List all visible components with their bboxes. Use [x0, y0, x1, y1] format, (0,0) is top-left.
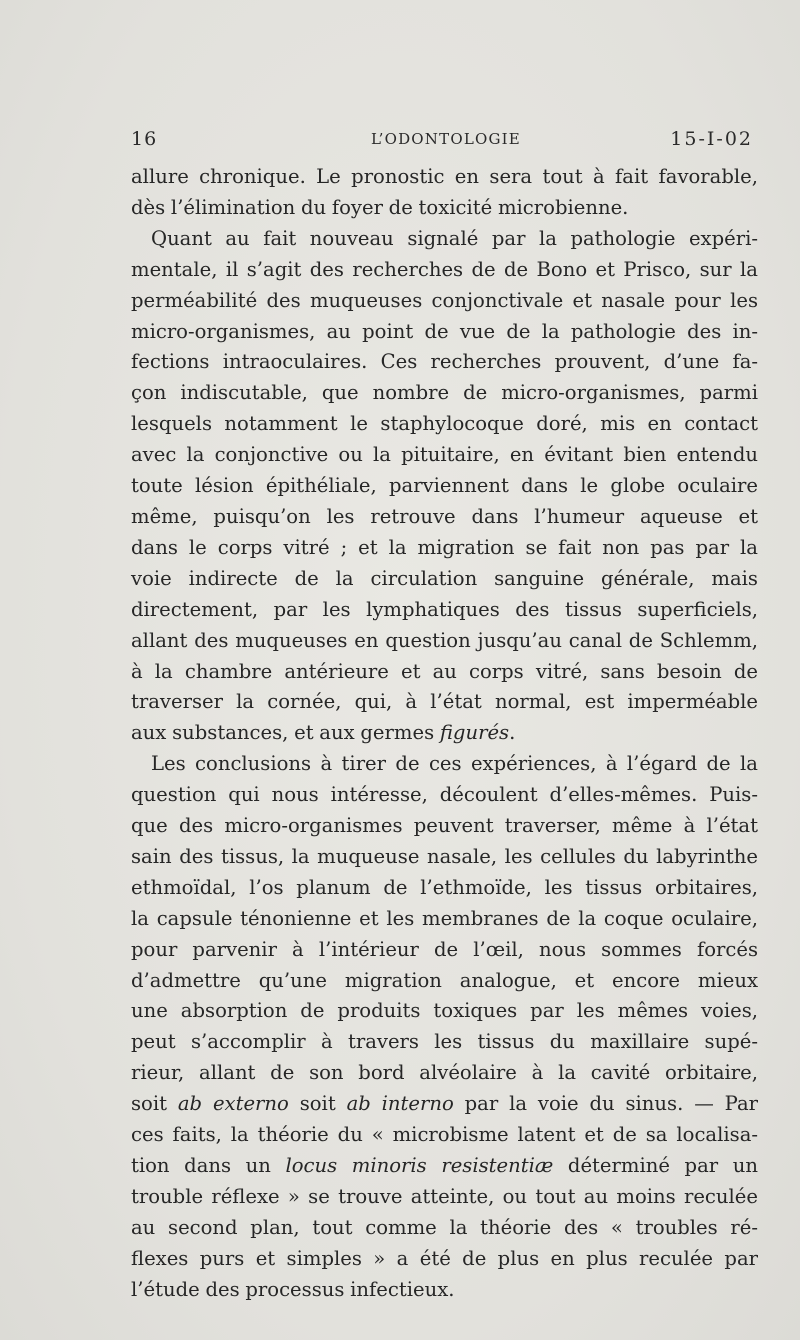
text-segment: pour parvenir à l’intérieur de l’œil, nous sommes forcés — [131, 937, 758, 961]
issue-date: 15-I-02 — [670, 128, 753, 150]
text-line — [131, 749, 758, 780]
text-segment: une absorption de produits toxiques par les mêmes voies, — [131, 999, 758, 1023]
page-number: 16 — [131, 128, 158, 150]
text-segment: trouble réflexe » se trouve atteinte, ou tout au moins reculée — [131, 1184, 758, 1208]
text-line — [131, 842, 758, 873]
text-line — [131, 966, 758, 997]
paragraph — [131, 162, 758, 224]
text-segment: çon indiscutable, que nombre de micro-organismes, parmi — [131, 381, 758, 405]
text-segment: sain des tissus, la muqueuse nasale, les cellules du labyrinthe — [131, 844, 758, 868]
text-line — [131, 471, 758, 502]
text-line — [131, 347, 758, 378]
text-line — [131, 1058, 758, 1089]
text-line — [131, 1213, 758, 1244]
text-line — [131, 626, 758, 657]
text-line — [131, 378, 758, 409]
text-segment: directement, par les lymphatiques des tissus superficiels, — [131, 597, 758, 621]
text-segment: soit — [288, 1092, 347, 1116]
text-line — [131, 780, 758, 811]
page-header — [131, 128, 761, 152]
text-segment: peut s’accomplir à travers les tissus du maxillaire supé- — [131, 1030, 758, 1054]
text-line — [131, 502, 758, 533]
text-line — [131, 935, 758, 966]
text-line — [131, 718, 758, 749]
text-segment: toute lésion épithéliale, parviennent dans le globe oculaire — [131, 474, 758, 498]
text-line — [131, 564, 758, 595]
text-line — [131, 904, 758, 935]
running-title: L’ODONTOLOGIE — [371, 130, 521, 148]
text-segment: voie indirecte de la circulation sanguine générale, mais — [131, 566, 758, 590]
text-line — [131, 224, 758, 255]
text-line — [131, 996, 758, 1027]
text-line — [131, 595, 758, 626]
text-segment: Quant au fait nouveau signalé par la pathologie expéri- — [151, 226, 758, 250]
text-line — [131, 440, 758, 471]
text-segment: déterminé par un — [553, 1154, 758, 1177]
text-segment: . — [509, 721, 516, 745]
text-segment: à la chambre antérieure et au corps vitré, sans besoin de — [131, 659, 758, 683]
text-segment: flexes purs et simples » a été de plus en plus reculée par — [131, 1246, 758, 1270]
text-line — [131, 687, 758, 718]
italic-text: ab externo — [177, 1092, 289, 1116]
body-text — [131, 162, 758, 1306]
text-segment: d’admettre qu’une migration analogue, et encore mieux — [131, 968, 758, 992]
text-line — [131, 1089, 758, 1120]
text-line — [131, 255, 758, 286]
text-line — [131, 1275, 758, 1306]
text-segment: aux substances, et aux germes — [131, 721, 440, 745]
text-segment: que des micro-organismes peuvent traverser, même à l’état — [131, 814, 758, 838]
text-segment: allure chronique. Le pronostic en sera tout à fait favorable, — [131, 165, 758, 188]
text-segment: ces faits, la théorie du « microbisme latent et de sa localisa- — [131, 1123, 758, 1147]
text-line — [131, 1182, 758, 1213]
text-segment: traverser la cornée, qui, à l’état normal, est imperméable — [131, 690, 758, 714]
text-line — [131, 286, 758, 317]
text-line — [131, 193, 758, 224]
text-line — [131, 1151, 758, 1182]
text-segment: perméabilité des muqueuses conjonctivale et nasale pour les — [131, 288, 758, 312]
text-segment: mentale, il s’agit des recherches de de Bono et Prisco, sur la — [131, 257, 758, 281]
italic-text: figurés — [439, 721, 510, 745]
text-segment: Les conclusions à tirer de ces expériences, à l’égard de la — [151, 752, 758, 776]
text-segment: l’étude des processus infectieux. — [131, 1277, 455, 1301]
text-segment: soit — [131, 1092, 178, 1116]
text-line — [131, 409, 758, 440]
text-segment: question qui nous intéresse, découlent d’elles-mêmes. Puis- — [131, 783, 758, 807]
text-segment: par la voie du sinus. — Par — [453, 1092, 758, 1116]
text-segment: la capsule ténonienne et les membranes de la coque oculaire, — [131, 906, 758, 930]
text-segment: au second plan, tout comme la théorie des « troubles ré- — [131, 1215, 758, 1239]
text-segment: ethmoïdal, l’os planum de l’ethmoïde, les tissus orbitaires, — [131, 875, 758, 899]
text-line — [131, 657, 758, 688]
text-line — [131, 1120, 758, 1151]
text-line — [131, 1244, 758, 1275]
text-line — [131, 162, 758, 193]
text-segment: rieur, allant de son bord alvéolaire à la cavité orbitaire, — [131, 1061, 758, 1085]
text-line — [131, 533, 758, 564]
text-line — [131, 1027, 758, 1058]
paragraph — [131, 749, 758, 1305]
text-line — [131, 317, 758, 348]
italic-text: locus minoris resistentiæ — [285, 1154, 554, 1177]
text-segment: lesquels notamment le staphylocoque doré, mis en contact — [131, 412, 758, 436]
text-segment: même, puisqu’on les retrouve dans l’humeur aqueuse et — [131, 504, 758, 528]
italic-text: ab interno — [346, 1092, 454, 1116]
text-segment: avec la conjonctive ou la pituitaire, en évitant bien entendu — [131, 443, 758, 467]
text-segment: micro-organismes, au point de vue de la pathologie des in- — [131, 319, 758, 343]
text-line — [131, 873, 758, 904]
text-segment: allant des muqueuses en question jusqu’au canal de Schlemm, — [131, 628, 758, 652]
text-line — [131, 811, 758, 842]
paragraph — [131, 224, 758, 749]
text-segment: dès l’élimination du foyer de toxicité microbienne. — [131, 195, 629, 219]
text-segment: tion dans un — [131, 1154, 286, 1177]
text-segment: fections intraoculaires. Ces recherches prouvent, d’une fa- — [131, 350, 758, 374]
text-segment: dans le corps vitré ; et la migration se fait non pas par la — [131, 535, 758, 559]
